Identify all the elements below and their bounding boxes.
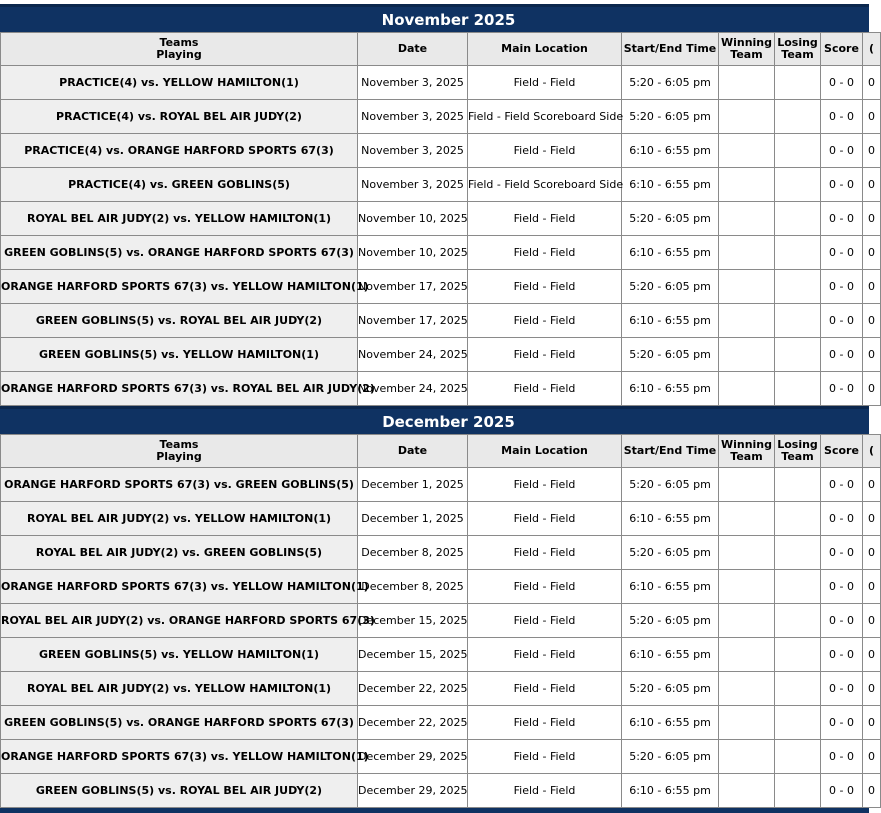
month-title: December 2025 [382,413,515,431]
game-date: December 8, 2025 [358,536,468,570]
game-location: Field - Field [468,706,622,740]
game-location: Field - Field [468,672,622,706]
losing-team [775,502,821,536]
game-score: 0 - 0 [821,134,863,168]
extra-cell: 0 [863,338,881,372]
schedule-body-december [1,468,881,808]
game-date: November 17, 2025 [358,270,468,304]
game-time: 5:20 - 6:05 pm [622,740,719,774]
game-time: 5:20 - 6:05 pm [622,100,719,134]
team-matchup: ROYAL BEL AIR JUDY(2) vs. ORANGE HARFORD SPORTS 67(3) [1,604,358,638]
team-matchup: GREEN GOBLINS(5) vs. ROYAL BEL AIR JUDY(2) [1,304,358,338]
team-matchup: ORANGE HARFORD SPORTS 67(3) vs. GREEN GOBLINS(5) [1,468,358,502]
game-location: Field - Field [468,338,622,372]
extra-cell: 0 [863,66,881,100]
game-date: December 1, 2025 [358,502,468,536]
col-header-time: Start/End Time [622,33,719,66]
team-matchup: GREEN GOBLINS(5) vs. YELLOW HAMILTON(1) [1,638,358,672]
team-matchup: ROYAL BEL AIR JUDY(2) vs. GREEN GOBLINS(5) [1,536,358,570]
extra-cell: 0 [863,100,881,134]
table-row [1,134,881,168]
table-row [1,740,881,774]
game-time: 6:10 - 6:55 pm [622,372,719,406]
winning-team [719,304,775,338]
game-date: November 10, 2025 [358,202,468,236]
extra-cell: 0 [863,740,881,774]
game-score: 0 - 0 [821,536,863,570]
extra-cell: 0 [863,168,881,202]
losing-team [775,202,821,236]
game-date: December 1, 2025 [358,468,468,502]
table-row [1,672,881,706]
table-row [1,706,881,740]
extra-cell: 0 [863,570,881,604]
game-score: 0 - 0 [821,638,863,672]
game-location: Field - Field [468,202,622,236]
extra-cell: 0 [863,202,881,236]
game-score: 0 - 0 [821,604,863,638]
game-score: 0 - 0 [821,672,863,706]
winning-team [719,740,775,774]
table-header-row [1,435,881,468]
losing-team [775,66,821,100]
losing-team [775,740,821,774]
team-matchup: PRACTICE(4) vs. YELLOW HAMILTON(1) [1,66,358,100]
game-time: 6:10 - 6:55 pm [622,134,719,168]
team-matchup: ROYAL BEL AIR JUDY(2) vs. YELLOW HAMILTON(1) [1,502,358,536]
game-time: 5:20 - 6:05 pm [622,270,719,304]
month-header-november [0,4,869,32]
game-time: 5:20 - 6:05 pm [622,672,719,706]
winning-team [719,66,775,100]
team-matchup: ORANGE HARFORD SPORTS 67(3) vs. YELLOW HAMILTON(1) [1,740,358,774]
team-matchup: GREEN GOBLINS(5) vs. YELLOW HAMILTON(1) [1,338,358,372]
col-header-teams: Teams Playing [1,435,358,468]
table-row [1,372,881,406]
footer-bar [0,808,869,813]
winning-team [719,672,775,706]
losing-team [775,304,821,338]
game-location: Field - Field [468,536,622,570]
extra-cell: 0 [863,502,881,536]
winning-team [719,168,775,202]
table-row [1,100,881,134]
col-header-teams: Teams Playing [1,33,358,66]
game-date: December 29, 2025 [358,774,468,808]
table-row [1,66,881,100]
game-date: November 24, 2025 [358,372,468,406]
table-row [1,236,881,270]
winning-team [719,706,775,740]
game-score: 0 - 0 [821,270,863,304]
game-score: 0 - 0 [821,100,863,134]
col-header-winning: Winning Team [719,435,775,468]
col-header-date: Date [358,435,468,468]
extra-cell: 0 [863,468,881,502]
schedule-table-december [0,434,881,808]
game-date: November 3, 2025 [358,134,468,168]
winning-team [719,468,775,502]
game-time: 5:20 - 6:05 pm [622,536,719,570]
game-date: November 10, 2025 [358,236,468,270]
losing-team [775,706,821,740]
losing-team [775,270,821,304]
game-location: Field - Field [468,304,622,338]
game-time: 5:20 - 6:05 pm [622,604,719,638]
extra-cell: 0 [863,270,881,304]
game-time: 5:20 - 6:05 pm [622,66,719,100]
game-date: November 3, 2025 [358,100,468,134]
col-header-location: Main Location [468,33,622,66]
game-time: 6:10 - 6:55 pm [622,774,719,808]
game-date: November 17, 2025 [358,304,468,338]
game-date: December 29, 2025 [358,740,468,774]
game-location: Field - Field [468,270,622,304]
table-row [1,502,881,536]
winning-team [719,638,775,672]
winning-team [719,134,775,168]
winning-team [719,604,775,638]
winning-team [719,270,775,304]
table-row [1,168,881,202]
extra-cell: 0 [863,536,881,570]
table-row [1,604,881,638]
table-row [1,202,881,236]
game-location: Field - Field Scoreboard Side [468,100,622,134]
game-location: Field - Field [468,66,622,100]
winning-team [719,774,775,808]
game-score: 0 - 0 [821,502,863,536]
team-matchup: GREEN GOBLINS(5) vs. ORANGE HARFORD SPORTS 67(3) [1,706,358,740]
team-matchup: ROYAL BEL AIR JUDY(2) vs. YELLOW HAMILTON(1) [1,202,358,236]
game-score: 0 - 0 [821,304,863,338]
game-score: 0 - 0 [821,468,863,502]
game-location: Field - Field [468,502,622,536]
table-row [1,270,881,304]
col-header-extra: ( [863,435,881,468]
col-header-losing: Losing Team [775,435,821,468]
game-score: 0 - 0 [821,338,863,372]
losing-team [775,134,821,168]
winning-team [719,338,775,372]
table-row [1,338,881,372]
game-location: Field - Field [468,236,622,270]
winning-team [719,372,775,406]
extra-cell: 0 [863,236,881,270]
extra-cell: 0 [863,672,881,706]
table-row [1,304,881,338]
team-matchup: PRACTICE(4) vs. ROYAL BEL AIR JUDY(2) [1,100,358,134]
extra-cell: 0 [863,372,881,406]
losing-team [775,672,821,706]
extra-cell: 0 [863,774,881,808]
game-date: December 22, 2025 [358,706,468,740]
game-score: 0 - 0 [821,202,863,236]
losing-team [775,536,821,570]
game-date: December 8, 2025 [358,570,468,604]
game-location: Field - Field [468,570,622,604]
game-time: 6:10 - 6:55 pm [622,236,719,270]
schedule-body-november [1,66,881,406]
team-matchup: ROYAL BEL AIR JUDY(2) vs. YELLOW HAMILTON(1) [1,672,358,706]
game-date: December 15, 2025 [358,638,468,672]
col-header-winning: Winning Team [719,33,775,66]
losing-team [775,168,821,202]
game-location: Field - Field [468,372,622,406]
extra-cell: 0 [863,604,881,638]
team-matchup: ORANGE HARFORD SPORTS 67(3) vs. ROYAL BEL AIR JUDY(2) [1,372,358,406]
losing-team [775,372,821,406]
losing-team [775,570,821,604]
team-matchup: GREEN GOBLINS(5) vs. ROYAL BEL AIR JUDY(2) [1,774,358,808]
team-matchup: ORANGE HARFORD SPORTS 67(3) vs. YELLOW HAMILTON(1) [1,570,358,604]
winning-team [719,236,775,270]
losing-team [775,774,821,808]
losing-team [775,604,821,638]
winning-team [719,502,775,536]
game-score: 0 - 0 [821,706,863,740]
game-time: 6:10 - 6:55 pm [622,502,719,536]
game-score: 0 - 0 [821,740,863,774]
game-time: 6:10 - 6:55 pm [622,638,719,672]
game-time: 6:10 - 6:55 pm [622,304,719,338]
table-row [1,468,881,502]
extra-cell: 0 [863,706,881,740]
losing-team [775,236,821,270]
col-header-losing: Losing Team [775,33,821,66]
game-date: December 22, 2025 [358,672,468,706]
col-header-date: Date [358,33,468,66]
game-date: November 3, 2025 [358,168,468,202]
team-matchup: PRACTICE(4) vs. ORANGE HARFORD SPORTS 67(3) [1,134,358,168]
losing-team [775,468,821,502]
game-date: November 3, 2025 [358,66,468,100]
game-time: 6:10 - 6:55 pm [622,168,719,202]
table-row [1,570,881,604]
extra-cell: 0 [863,304,881,338]
game-location: Field - Field Scoreboard Side [468,168,622,202]
winning-team [719,570,775,604]
team-matchup: ORANGE HARFORD SPORTS 67(3) vs. YELLOW HAMILTON(1) [1,270,358,304]
team-matchup: GREEN GOBLINS(5) vs. ORANGE HARFORD SPORTS 67(3) [1,236,358,270]
losing-team [775,100,821,134]
game-location: Field - Field [468,740,622,774]
winning-team [719,202,775,236]
game-time: 5:20 - 6:05 pm [622,338,719,372]
game-location: Field - Field [468,468,622,502]
game-date: December 15, 2025 [358,604,468,638]
table-header-row [1,33,881,66]
game-time: 5:20 - 6:05 pm [622,202,719,236]
game-location: Field - Field [468,638,622,672]
col-header-location: Main Location [468,435,622,468]
winning-team [719,100,775,134]
game-score: 0 - 0 [821,168,863,202]
game-time: 6:10 - 6:55 pm [622,706,719,740]
col-header-score: Score [821,33,863,66]
month-header-december [0,406,869,434]
game-time: 5:20 - 6:05 pm [622,468,719,502]
game-score: 0 - 0 [821,570,863,604]
game-score: 0 - 0 [821,372,863,406]
game-location: Field - Field [468,774,622,808]
col-header-score: Score [821,435,863,468]
game-location: Field - Field [468,134,622,168]
table-row [1,638,881,672]
col-header-extra: ( [863,33,881,66]
game-score: 0 - 0 [821,236,863,270]
losing-team [775,338,821,372]
team-matchup: PRACTICE(4) vs. GREEN GOBLINS(5) [1,168,358,202]
month-title: November 2025 [381,11,516,29]
winning-team [719,536,775,570]
extra-cell: 0 [863,134,881,168]
extra-cell: 0 [863,638,881,672]
game-location: Field - Field [468,604,622,638]
game-date: November 24, 2025 [358,338,468,372]
col-header-time: Start/End Time [622,435,719,468]
game-score: 0 - 0 [821,66,863,100]
schedule-table-november [0,32,881,406]
losing-team [775,638,821,672]
game-time: 6:10 - 6:55 pm [622,570,719,604]
game-score: 0 - 0 [821,774,863,808]
table-row [1,774,881,808]
table-row [1,536,881,570]
